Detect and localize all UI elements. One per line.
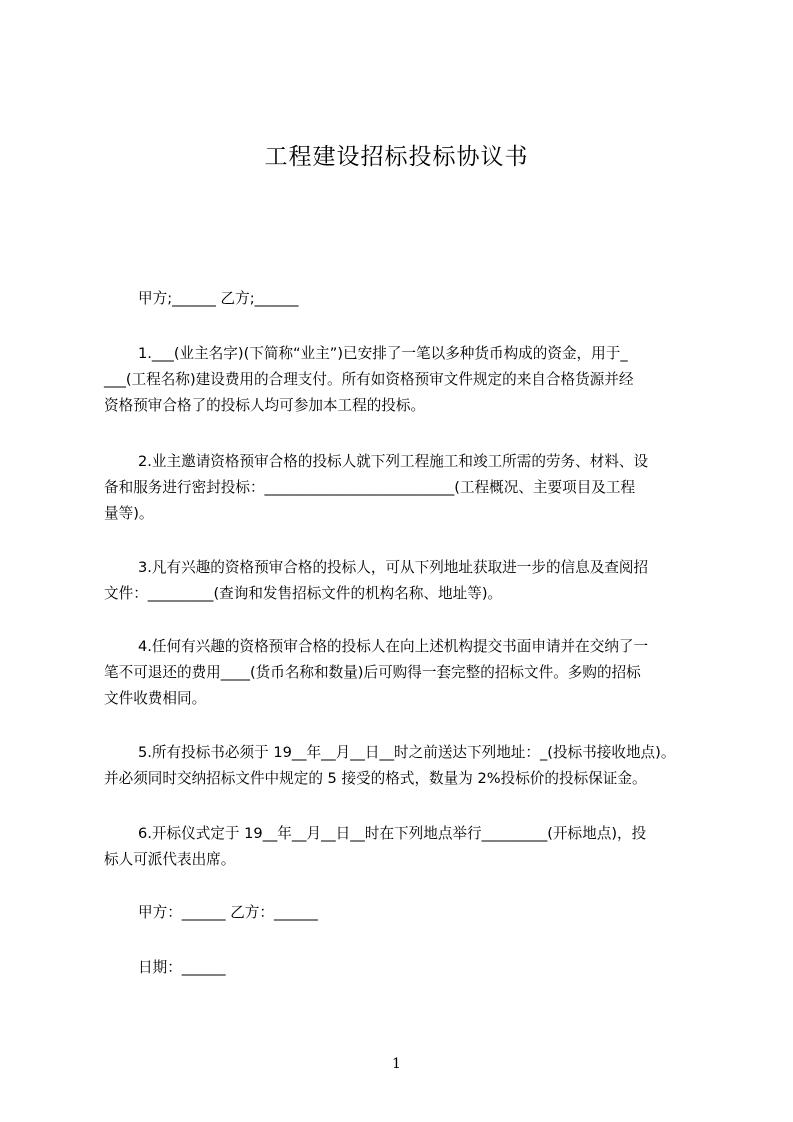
clause-2-line-3: 量等)。 — [104, 505, 154, 522]
clause-6-line-1: 6.开标仪式定于 19__年__月__日__时在下列地点举行_________(开标地点)，投 — [138, 825, 647, 842]
clause-1 — [104, 341, 724, 419]
page-number: 1 — [392, 1056, 401, 1072]
parties-bottom-line: 甲方：______ 乙方：______ — [138, 904, 318, 921]
clause-1-line-2: ___(工程名称)建设费用的合理支付。所有如资格预审文件规定的来自合格货源并经 — [104, 371, 634, 388]
date-line: 日期：______ — [138, 959, 226, 976]
clause-2 — [104, 449, 724, 527]
parties-top — [104, 286, 724, 312]
clause-3 — [104, 555, 724, 607]
clause-5-line-2: 并必须同时交纳招标文件中规定的 5 接受的格式，数量为 2%投标价的投标保证金。 — [104, 770, 647, 787]
clause-5-line-1: 5.所有投标书必须于 19__年__月__日__时之前送达下列地址：_(投标书接收地点)。 — [138, 744, 676, 761]
clause-4 — [104, 634, 724, 712]
clause-3-line-1: 3.凡有兴趣的资格预审合格的投标人，可从下列地址获取进一步的信息及查阅招 — [138, 559, 649, 576]
date-section — [104, 955, 724, 981]
clause-1-line-1: 1.___(业主名字)(下简称“业主”)已安排了一笔以多种货币构成的资金，用于_ — [138, 345, 628, 362]
clause-4-line-1: 4.任何有兴趣的资格预审合格的投标人在向上述机构提交书面申请并在交纳了一 — [138, 638, 649, 655]
clause-1-line-3: 资格预审合格了的投标人均可参加本工程的投标。 — [104, 397, 426, 414]
document-title: 工程建设招标投标协议书 — [264, 144, 529, 170]
clause-5 — [104, 740, 724, 792]
clause-6 — [104, 821, 724, 873]
clause-2-line-2: 备和服务进行密封投标：__________________________(工程概况、主要项目及工程 — [104, 479, 636, 496]
clause-6-line-2: 标人可派代表出席。 — [104, 851, 236, 868]
clause-2-line-1: 2.业主邀请资格预审合格的投标人就下列工程施工和竣工所需的劳务、材料、设 — [138, 453, 649, 470]
clause-4-line-3: 文件收费相同。 — [104, 690, 207, 707]
clause-4-line-2: 笔不可退还的费用____(货币名称和数量)后可购得一套完整的招标文件。多购的招标 — [104, 664, 641, 681]
clause-3-line-2: 文件：_________(查询和发售招标文件的机构名称、地址等)。 — [104, 585, 503, 602]
parties-bottom — [104, 900, 724, 926]
parties-top-line: 甲方;______ 乙方;______ — [138, 290, 299, 307]
